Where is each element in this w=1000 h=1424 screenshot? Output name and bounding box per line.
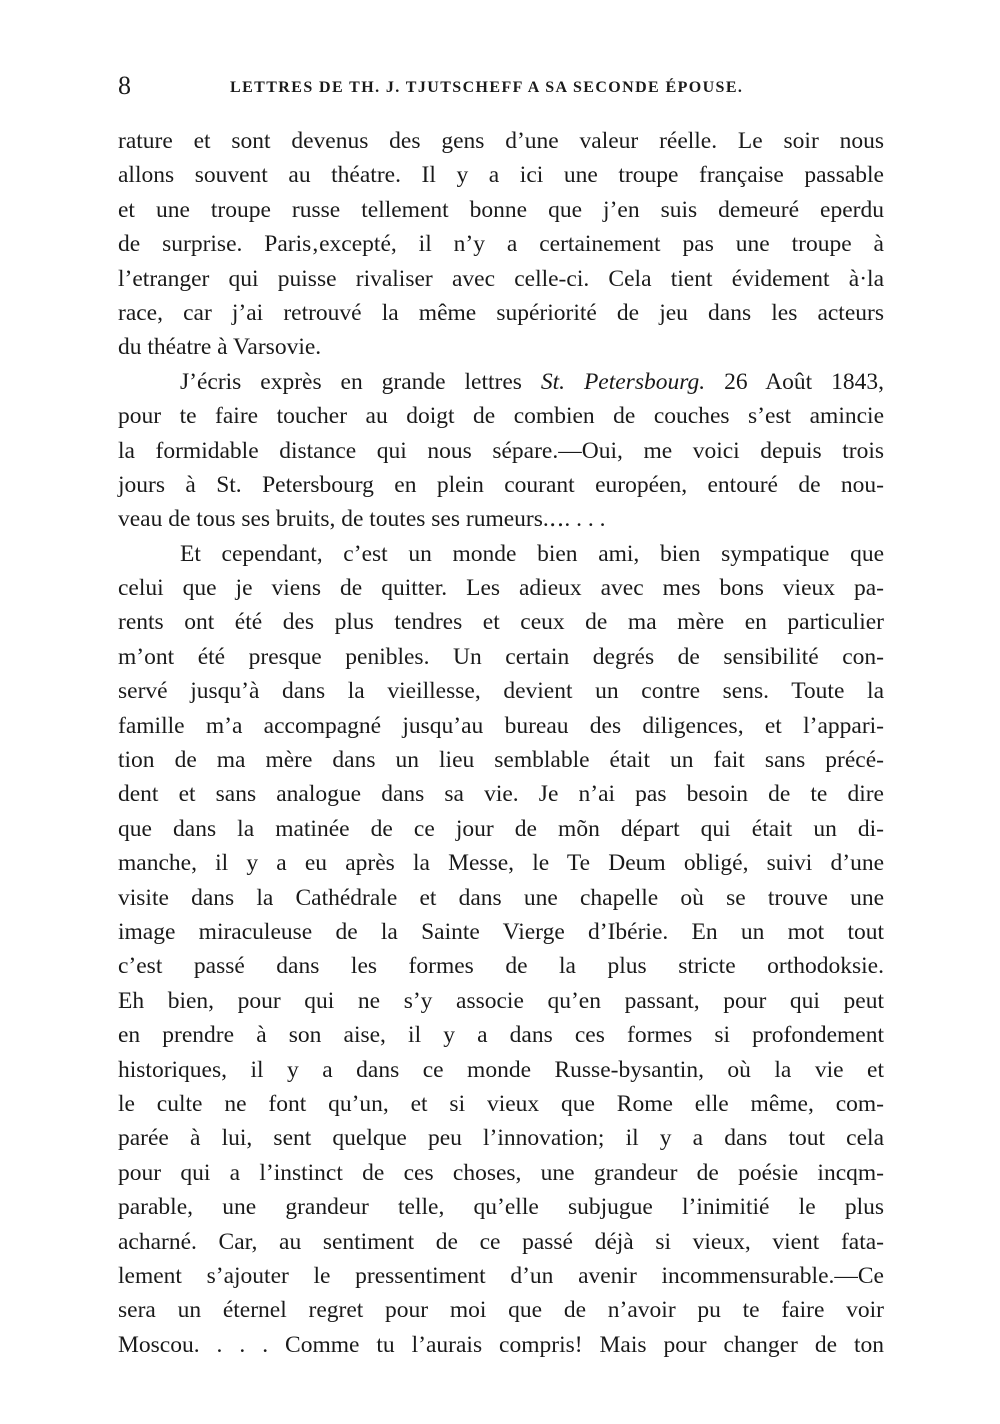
- text-line-with-dateline: [118, 365, 884, 399]
- text-line: de surprise. Paris‚excepté, il n’y a certainement pas une troupe à: [118, 231, 884, 258]
- dateline-intro: J’écris exprès en grande lettres: [180, 368, 522, 395]
- text-line: manche, il y a eu après la Messe, le Te Deum obligé, suivi d’une: [118, 850, 884, 877]
- text-line: race, car j’ai retrouvé la même supériorité de jeu dans les acteurs: [118, 299, 884, 326]
- text-line: parable, une grandeur telle, qu’elle subjugue l’inimitié le plus: [118, 1194, 884, 1221]
- text-line: servé jusqu’à dans la vieillesse, devient un contre sens. Toute la: [118, 678, 884, 705]
- text-line: lement s’ajouter le pressentiment d’un avenir incommensurable.—Ce: [118, 1262, 884, 1289]
- page-number: 8: [118, 71, 131, 100]
- text-line: rature et sont devenus des gens d’une valeur réelle. Le soir nous: [118, 128, 884, 154]
- text-line: jours à St. Petersbourg en plein courant européen, entouré de nou-: [118, 471, 884, 498]
- text-line: historiques, il y a dans ce monde Russe-bysantin, où la vie et: [118, 1056, 884, 1083]
- text-line: la formidable distance qui nous sépare.—Oui, me voici depuis trois: [118, 437, 884, 464]
- text-line: tion de ma mère dans un lieu semblable était un fait sans précé-: [118, 747, 884, 774]
- dateline-date: 26 Août 1843,: [705, 368, 885, 395]
- text-line: Eh bien, pour qui ne s’y associe qu’en passant, pour qui peut: [118, 987, 884, 1014]
- text-line: c’est passé dans les formes de la plus stricte orthodoksie.: [118, 953, 884, 980]
- text-line: Moscou. . . . Comme tu l’aurais compris! Mais pour changer de ton: [118, 1331, 884, 1358]
- text-line: dent et sans analogue dans sa vie. Je n’ai pas besoin de te dire: [118, 781, 884, 808]
- text-line: le culte ne font qu’un, et si vieux que Rome elle même, com-: [118, 1090, 884, 1117]
- text-line: Et cependant, c’est un monde bien ami, bien sympatique que: [180, 540, 884, 567]
- text-line: pour qui a l’instinct de ces choses, une grandeur de poésie incqm-: [118, 1159, 884, 1186]
- text-line: du théatre à Varsovie.: [118, 334, 322, 361]
- text-line: l’etranger qui puisse rivaliser avec celle-ci. Cela tient évidement à·la: [118, 265, 884, 292]
- text-line: veau de tous ses bruits, de toutes ses rumeurs.‥. . . .: [118, 506, 606, 533]
- text-line: famille m’a accompagné jusqu’au bureau des diligences, et l’appari-: [118, 712, 884, 739]
- text-line: en prendre à son aise, il y a dans ces formes si profondement: [118, 1022, 884, 1049]
- text-line: rents ont été des plus tendres et ceux de ma mère en particulier: [118, 609, 884, 636]
- page-header: [118, 66, 884, 106]
- text-line: allons souvent au théatre. Il y a ici une troupe française passable: [118, 162, 884, 189]
- text-line: celui que je viens de quitter. Les adieux avec mes bons vieux pa-: [118, 575, 884, 602]
- text-line: image miraculeuse de la Sainte Vierge d’Ibérie. En un mot tout: [118, 918, 884, 945]
- text-line: parée à lui, sent quelque peu l’innovation; il y a dans tout cela: [118, 1125, 884, 1152]
- text-line: et une troupe russe tellement bonne que j’en suis demeuré eperdu: [118, 196, 884, 223]
- dateline-place: St. Petersbourg.: [540, 368, 706, 395]
- text-line: pour te faire toucher au doigt de combien de couches s’est amincie: [118, 403, 884, 430]
- text-line: visite dans la Cathédrale et dans une chapelle où se trouve une: [118, 884, 884, 911]
- text-line: sera un éternel regret pour moi que de n’avoir pu te faire voir: [118, 1297, 884, 1324]
- text-line: que dans la matinée de ce jour de mõn départ qui était un di-: [118, 815, 884, 842]
- text-line: m’ont été presque penibles. Un certain degrés de sensibilité con-: [118, 643, 884, 670]
- running-title: LETTRES DE TH. J. TJUTSCHEFF A SA SECONDE ÉPOUSE.: [230, 79, 744, 96]
- text-line: acharné. Car, au sentiment de ce passé déjà si vieux, vient fata-: [118, 1228, 884, 1255]
- body-text: [118, 124, 884, 1362]
